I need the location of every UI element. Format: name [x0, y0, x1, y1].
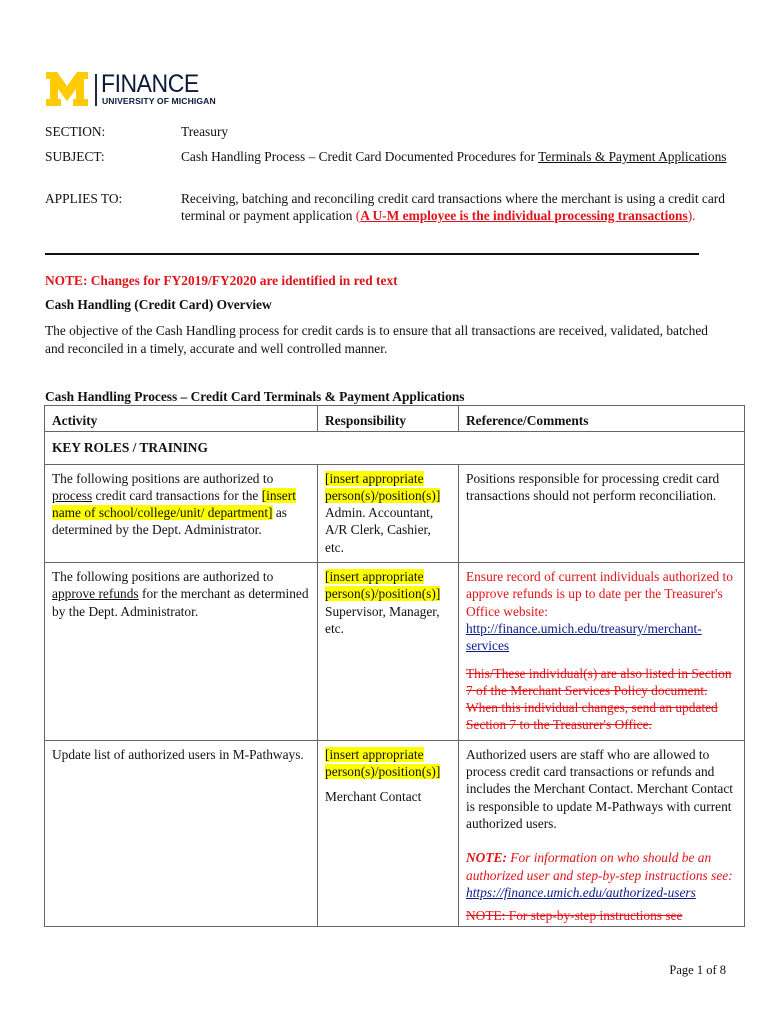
- subject-value: Cash Handling Process – Credit Card Documented Procedures for Terminals & Payment Applications: [181, 149, 727, 164]
- row2-comments: Ensure record of current individuals authorized to approve refunds is up to date per the Treasurer's Office website: http://finance.umich.edu/treasury/merchant-services This/These individual(s) are also listed in Section 7 of the Merchant Services Policy document. When this individual changes, send an updated Section 7 to the Treasurer's Office.: [459, 563, 745, 741]
- row3-comments: Authorized users are staff who are allowed to process credit card transactions or refunds and includes the Merchant Contact. Merchant Contact is responsible to update M-Pathways with current authorized users. NOTE: For information on who should be an authorized user and step-by-step instructions see: https://finance.umich.edu/authorized-users NOTE: For step-by-step instructions see: [459, 740, 745, 927]
- row2-strike-text: This/These individual(s) are also listed in Section 7 of the Merchant Services Policy document. When this individual changes, send an updated Section 7 to the Treasurer's Office.: [466, 665, 732, 733]
- logo-divider: [95, 74, 97, 106]
- applies-value: Receiving, batching and reconciling credit card transactions where the merchant is using a credit card terminal or payment application (A U-M employee is the individual processing transactions).: [181, 191, 725, 223]
- overview-text: The objective of the Cash Handling process for credit cards is to ensure that all transactions are received, validated, batched and reconciled in a timely, accurate and well controlled manner.: [45, 323, 708, 356]
- row1-responsibility: [insert appropriate person(s)/position(s)] Admin. Accountant, A/R Clerk, Cashier, etc.: [318, 464, 459, 562]
- changes-note: NOTE: Changes for FY2019/FY2020 are identified in red text: [45, 273, 398, 288]
- table-row: [45, 740, 745, 927]
- header-activity: Activity: [45, 406, 318, 432]
- overview-title: Cash Handling (Credit Card) Overview: [45, 297, 272, 312]
- logo-brand: FINANCE: [101, 70, 199, 98]
- row2-responsibility: [insert appropriate person(s)/position(s)] Supervisor, Manager, etc.: [318, 563, 459, 741]
- header-rule: [45, 253, 699, 255]
- row1-activity: The following positions are authorized to process credit card transactions for the [insert name of school/college/unit/ department] as determined by the Dept. Administrator.: [45, 464, 318, 562]
- section-value: Treasury: [181, 124, 229, 139]
- merchant-services-link[interactable]: http://finance.umich.edu/treasury/merchant-services: [466, 620, 702, 654]
- table-title: Cash Handling Process – Credit Card Terminals & Payment Applications: [45, 389, 465, 404]
- header-responsibility: Responsibility: [318, 406, 459, 432]
- subject-link-text: Terminals & Payment Applications: [538, 149, 727, 164]
- authorized-users-link[interactable]: https://finance.umich.edu/authorized-users: [466, 884, 696, 900]
- finance-logo: [44, 72, 244, 108]
- header-reference: Reference/Comments: [459, 406, 745, 432]
- row2-activity: The following positions are authorized to approve refunds for the merchant as determined by the Dept. Administrator.: [45, 563, 318, 741]
- table-row: [45, 563, 745, 741]
- key-roles-heading: KEY ROLES / TRAINING: [45, 432, 745, 464]
- row3-responsibility: [insert appropriate person(s)/position(s)] Merchant Contact: [318, 740, 459, 927]
- row3-note: NOTE: For information on who should be an authorized user and step-by-step instructions see: https://finance.umich.edu/authorized-users: [466, 850, 733, 900]
- applies-red-text: A U-M employee is the individual processing transactions: [360, 208, 688, 223]
- subject-label: SUBJECT:: [45, 149, 105, 164]
- row3-strike-text: NOTE: For step-by-step instructions see: [466, 908, 683, 924]
- table-row: [45, 464, 745, 562]
- row1-comments: Positions responsible for processing credit card transactions should not perform reconciliation.: [459, 464, 745, 562]
- section-label: SECTION:: [45, 124, 106, 139]
- table-header-row: [45, 406, 745, 432]
- logo-subtitle: UNIVERSITY OF MICHIGAN: [102, 96, 216, 106]
- page-number: Page 1 of 8: [669, 963, 726, 977]
- applies-label: APPLIES TO:: [45, 191, 123, 206]
- process-table: [44, 405, 745, 927]
- row3-activity: Update list of authorized users in M-Pathways.: [45, 740, 318, 927]
- block-m-icon: [44, 72, 90, 106]
- section-row-key-roles: [45, 432, 745, 464]
